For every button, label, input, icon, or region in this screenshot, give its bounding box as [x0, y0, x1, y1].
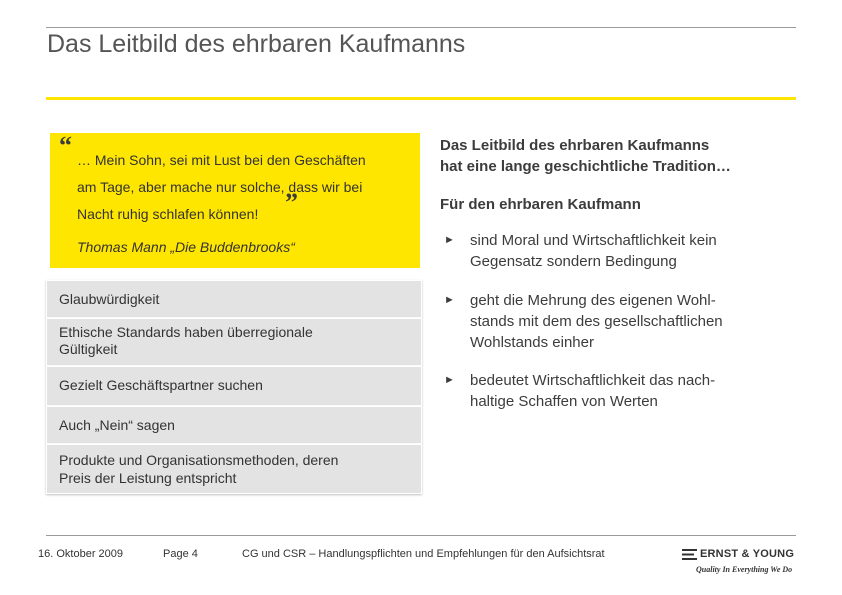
- quote-line-1: … Mein Sohn, sei mit Lust bei den Geschäften: [77, 152, 366, 168]
- accent-divider: [46, 97, 796, 100]
- principle-box-4: [46, 406, 422, 444]
- footer-description: CG und CSR – Handlungspflichten und Empfehlungen für den Aufsichtsrat: [242, 548, 605, 560]
- principle-box-3: [46, 366, 422, 406]
- right-heading: Das Leitbild des ehrbaren Kaufmanns hat eine lange geschichtliche Tradition…: [440, 137, 731, 175]
- principle-label: Gezielt Geschäftspartner suchen: [59, 377, 263, 393]
- top-divider: [46, 27, 796, 28]
- logo-name: ERNST & YOUNG: [700, 548, 795, 560]
- bullet-arrow-icon: ►: [444, 234, 455, 246]
- bottom-divider: [46, 535, 796, 536]
- principle-label: Produkte und Organisationsmethoden, deren Preis der Leistung entspricht: [59, 452, 339, 486]
- quote-line-3: Nacht ruhig schlafen können!: [77, 206, 259, 222]
- quote-box: [50, 133, 420, 268]
- open-quote-mark: “: [59, 131, 72, 160]
- bullet-text: sind Moral und Wirtschaftlichkeit kein Gegensatz sondern Bedingung: [470, 232, 717, 270]
- footer-page-number: Page 4: [163, 548, 198, 560]
- bullet-text: geht die Mehrung des eigenen Wohl- stands mit dem des gesellschaftlichen Wohlstands einher: [470, 292, 723, 351]
- principle-box-1: [46, 280, 422, 318]
- bullet-text: bedeutet Wirtschaftlichkeit das nach- haltige Schaffen von Werten: [470, 372, 716, 410]
- logo-mark-icon: [682, 549, 697, 560]
- logo-tagline: Quality In Everything We Do: [696, 565, 793, 574]
- quote-line-2: am Tage, aber mache nur solche, dass wir bei: [77, 179, 363, 195]
- bullet-arrow-icon: ►: [444, 294, 455, 306]
- principle-label: Ethische Standards haben überregionale Gültigkeit: [59, 324, 313, 357]
- principle-label: Glaubwürdigkeit: [59, 291, 160, 307]
- bullet-arrow-icon: ►: [444, 374, 455, 386]
- company-logo: [682, 546, 798, 578]
- principle-box-2: [46, 318, 422, 366]
- principle-label: Auch „Nein“ sagen: [59, 417, 175, 433]
- slide-title: Das Leitbild des ehrbaren Kaufmanns: [47, 30, 466, 58]
- footer-date: 16. Oktober 2009: [38, 548, 124, 560]
- principle-box-5: [46, 444, 422, 494]
- right-subheading: Für den ehrbaren Kaufmann: [440, 196, 641, 213]
- quote-author: Thomas Mann „Die Buddenbrooks“: [77, 239, 295, 255]
- close-quote-mark: ”: [285, 188, 298, 217]
